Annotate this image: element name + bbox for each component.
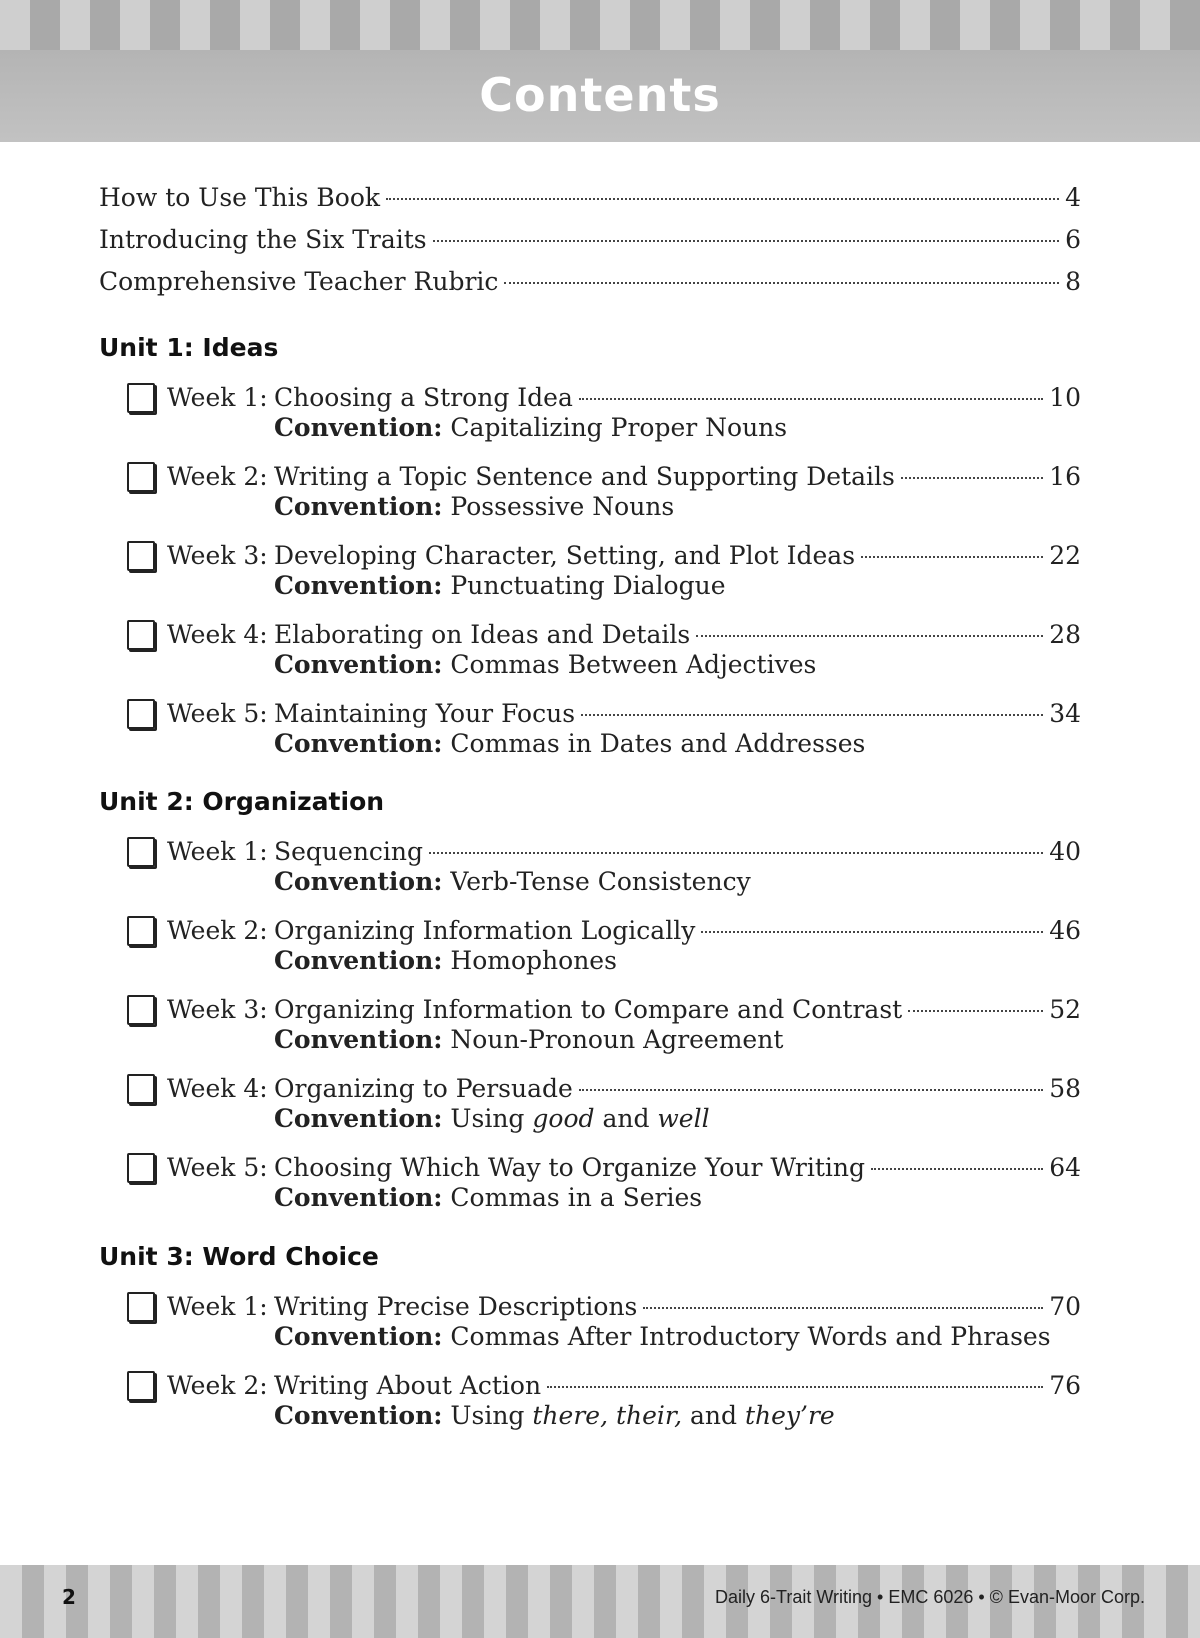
week-title-line: [274, 381, 1081, 415]
checkbox[interactable]: [127, 995, 155, 1025]
week-label: Week 3:: [167, 541, 268, 570]
week-label: Week 4:: [167, 620, 268, 649]
footer-credit: Daily 6-Trait Writing • EMC 6026 • © Evan-Moor Corp.: [715, 1587, 1145, 1607]
convention-line: [274, 1399, 835, 1433]
week-page: 22: [1049, 541, 1081, 570]
week-label: Week 1:: [167, 383, 268, 412]
page-number: 2: [62, 1585, 76, 1609]
week-title: Maintaining Your Focus: [274, 699, 576, 728]
convention-line: [274, 411, 787, 445]
convention-label: Convention:: [274, 729, 443, 758]
convention-text: Punctuating Dialogue: [442, 571, 726, 600]
convention-line: [274, 569, 726, 603]
dot-leader: [701, 931, 1043, 933]
convention-label: Convention:: [274, 1025, 443, 1054]
week-entry: [125, 618, 1081, 682]
week-title-line: [274, 993, 1081, 1027]
convention-italic-term: well: [657, 1104, 710, 1133]
checkbox[interactable]: [127, 1371, 155, 1401]
convention-text: and: [594, 1104, 658, 1133]
convention-text: Using: [442, 1104, 533, 1133]
week-title: Choosing Which Way to Organize Your Writing: [274, 1153, 866, 1182]
week-label: Week 3:: [167, 995, 268, 1024]
convention-text: Capitalizing Proper Nouns: [442, 413, 788, 442]
week-page: 58: [1049, 1074, 1081, 1103]
unit-heading: Unit 3: Word Choice: [99, 1242, 379, 1271]
convention-label: Convention:: [274, 1322, 443, 1351]
week-entry: [125, 697, 1081, 761]
week-title-line: [274, 539, 1081, 573]
convention-italic-term: good: [532, 1104, 595, 1133]
week-title: Elaborating on Ideas and Details: [274, 620, 691, 649]
unit-heading: Unit 2: Organization: [99, 787, 385, 816]
dot-leader: [908, 1010, 1043, 1012]
week-label: Week 5:: [167, 1153, 268, 1182]
checkbox[interactable]: [127, 383, 155, 413]
week-title-line: [274, 697, 1081, 731]
convention-text: Possessive Nouns: [442, 492, 675, 521]
week-entry: [125, 1369, 1081, 1433]
toc-entry-page: 6: [1065, 225, 1081, 254]
week-title-line: [274, 1290, 1081, 1324]
convention-line: [274, 1320, 1051, 1354]
convention-label: Convention:: [274, 1183, 443, 1212]
week-page: 46: [1049, 916, 1081, 945]
dot-leader: [643, 1307, 1043, 1309]
week-label: Week 4:: [167, 1074, 268, 1103]
week-page: 76: [1049, 1371, 1081, 1400]
convention-label: Convention:: [274, 1104, 443, 1133]
dot-leader: [861, 556, 1043, 558]
week-entry: [125, 539, 1081, 603]
convention-line: [274, 490, 674, 524]
week-title: Developing Character, Setting, and Plot Ideas: [274, 541, 856, 570]
dot-leader: [901, 477, 1043, 479]
convention-label: Convention:: [274, 867, 443, 896]
page-footer: [0, 1565, 1200, 1638]
week-entry: [125, 835, 1081, 899]
convention-label: Convention:: [274, 946, 443, 975]
checkbox[interactable]: [127, 462, 155, 492]
dot-leader: [547, 1386, 1043, 1388]
convention-text: Noun-Pronoun Agreement: [442, 1025, 784, 1054]
convention-italic-term: there, their,: [532, 1401, 683, 1430]
dot-leader: [386, 198, 1059, 200]
week-label: Week 1:: [167, 837, 268, 866]
checkbox[interactable]: [127, 916, 155, 946]
week-label: Week 2:: [167, 916, 268, 945]
dot-leader: [579, 1089, 1043, 1091]
convention-text: Commas Between Adjectives: [442, 650, 817, 679]
week-title: Writing About Action: [274, 1371, 542, 1400]
toc-entry: [99, 265, 1081, 299]
checkbox[interactable]: [127, 620, 155, 650]
week-title-line: [274, 1151, 1081, 1185]
week-title-line: [274, 1369, 1081, 1403]
convention-text: Using: [442, 1401, 533, 1430]
week-entry: [125, 1290, 1081, 1354]
week-page: 16: [1049, 462, 1081, 491]
convention-label: Convention:: [274, 413, 443, 442]
checkbox[interactable]: [127, 699, 155, 729]
dot-leader: [429, 852, 1043, 854]
week-title-line: [274, 835, 1081, 869]
week-entry: [125, 381, 1081, 445]
toc-entry: [99, 181, 1081, 215]
toc-entry: [99, 223, 1081, 257]
week-page: 40: [1049, 837, 1081, 866]
convention-line: [274, 1181, 702, 1215]
week-title: Organizing Information Logically: [274, 916, 696, 945]
week-title-line: [274, 618, 1081, 652]
week-entry: [125, 914, 1081, 978]
convention-line: [274, 648, 816, 682]
week-title: Choosing a Strong Idea: [274, 383, 573, 412]
convention-line: [274, 1023, 783, 1057]
convention-text: Commas in Dates and Addresses: [442, 729, 866, 758]
week-title: Sequencing: [274, 837, 424, 866]
convention-text: Commas After Introductory Words and Phrases: [442, 1322, 1051, 1351]
checkbox[interactable]: [127, 837, 155, 867]
week-page: 10: [1049, 383, 1081, 412]
convention-label: Convention:: [274, 571, 443, 600]
convention-line: [274, 1102, 710, 1136]
dot-leader: [433, 240, 1059, 242]
convention-text: Verb-Tense Consistency: [442, 867, 751, 896]
checkbox[interactable]: [127, 541, 155, 571]
week-page: 70: [1049, 1292, 1081, 1321]
week-page: 52: [1049, 995, 1081, 1024]
toc-entry-page: 4: [1065, 183, 1081, 212]
dot-leader: [504, 282, 1059, 284]
toc-entry-page: 8: [1065, 267, 1081, 296]
week-label: Week 5:: [167, 699, 268, 728]
week-title-line: [274, 1072, 1081, 1106]
toc-entry-label: Introducing the Six Traits: [99, 225, 427, 254]
convention-line: [274, 944, 617, 978]
convention-label: Convention:: [274, 1401, 443, 1430]
week-title: Writing a Topic Sentence and Supporting Details: [274, 462, 895, 491]
dot-leader: [871, 1168, 1043, 1170]
convention-text: Commas in a Series: [442, 1183, 703, 1212]
header-stripes: [0, 0, 1200, 50]
week-label: Week 1:: [167, 1292, 268, 1321]
week-title-line: [274, 460, 1081, 494]
toc-entry-label: How to Use This Book: [99, 183, 381, 212]
week-page: 64: [1049, 1153, 1081, 1182]
week-page: 34: [1049, 699, 1081, 728]
week-page: 28: [1049, 620, 1081, 649]
checkbox[interactable]: [127, 1292, 155, 1322]
week-entry: [125, 1151, 1081, 1215]
week-title: Organizing Information to Compare and Contrast: [274, 995, 903, 1024]
convention-line: [274, 727, 865, 761]
convention-line: [274, 865, 751, 899]
page-title: Contents: [479, 68, 721, 122]
toc-entry-label: Comprehensive Teacher Rubric: [99, 267, 499, 296]
dot-leader: [696, 635, 1043, 637]
convention-text: Homophones: [442, 946, 617, 975]
week-title: Writing Precise Descriptions: [274, 1292, 638, 1321]
week-label: Week 2:: [167, 1371, 268, 1400]
week-entry: [125, 993, 1081, 1057]
week-entry: [125, 1072, 1081, 1136]
convention-text: and: [682, 1401, 745, 1430]
unit-heading: Unit 1: Ideas: [99, 333, 279, 362]
checkbox[interactable]: [127, 1153, 155, 1183]
week-entry: [125, 460, 1081, 524]
dot-leader: [579, 398, 1043, 400]
week-label: Week 2:: [167, 462, 268, 491]
convention-label: Convention:: [274, 492, 443, 521]
contents-header-band: [0, 0, 1200, 142]
convention-label: Convention:: [274, 650, 443, 679]
dot-leader: [581, 714, 1043, 716]
week-title-line: [274, 914, 1081, 948]
convention-italic-term: they’re: [744, 1401, 835, 1430]
checkbox[interactable]: [127, 1074, 155, 1104]
week-title: Organizing to Persuade: [274, 1074, 573, 1103]
